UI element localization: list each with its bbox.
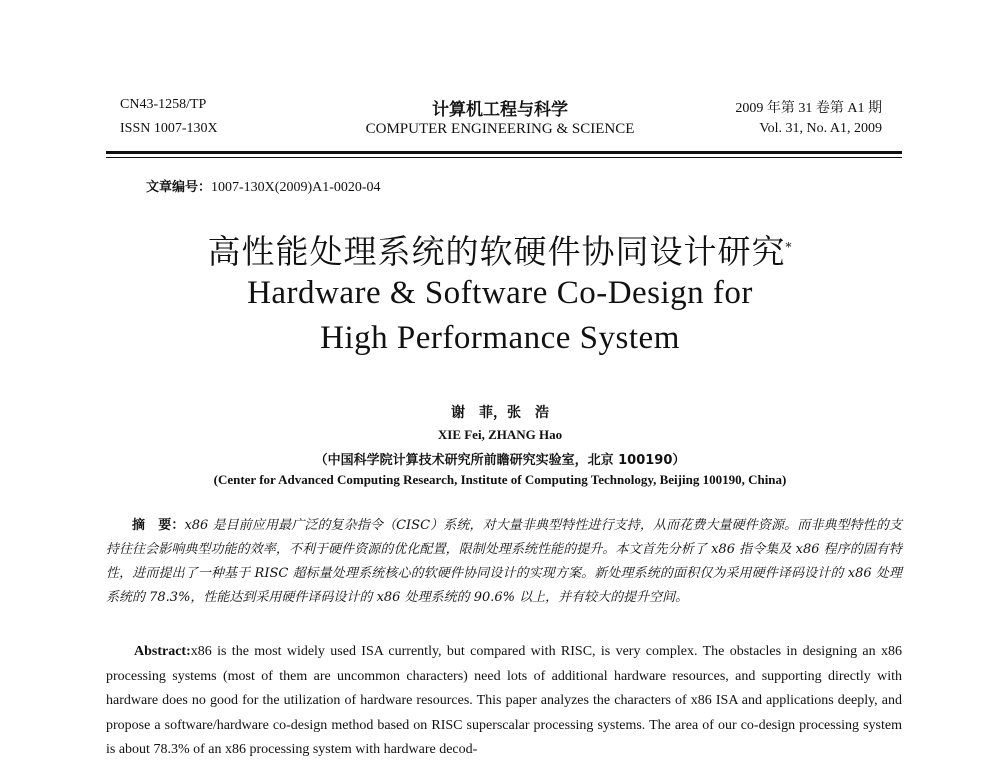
abstract-cn-label: 摘 要：: [132, 518, 185, 533]
abstract-cn: [106, 514, 902, 610]
authors-cn: 谢 菲，张 浩: [451, 405, 549, 421]
abstract-en: [106, 640, 902, 763]
authors-en: XIE Fei, ZHANG Hao: [437, 427, 563, 442]
journal-title-en: COMPUTER ENGINEERING & SCIENCE: [365, 121, 635, 137]
title-cn: [0, 226, 1000, 273]
cn-number: CN43-1258/TP: [120, 97, 207, 112]
title-cn-text: 高性能处理系统的软硬件协同设计研究: [207, 232, 786, 271]
header-rule-thin: [106, 157, 902, 158]
article-number: [146, 176, 381, 196]
article-number-label: 文章编号：: [146, 180, 212, 195]
affiliation-en: (Center for Advanced Computing Research, Institute of Computing Technology, Beijing 100190, China): [213, 472, 787, 487]
issn: ISSN 1007-130X: [120, 121, 218, 136]
abstract-en-text: x86 is the most widely used ISA currently, but compared with RISC, is very complex. The obstacles in designing an x86 processing systems (most of them are uncommon characters) need lots of additional hardware resources, and supporting directly with hardware does no good for the utilization of hardware resources. This paper analyzes the characters of x86 ISA and applications deeply, and propose a software/hardware co-design method based on RISC superscalar processing systems. The area of our co-design processing system is about 78.3% of an x86 processing system with hardware decod-: [106, 644, 902, 757]
abstract-en-label: Abstract:: [134, 644, 191, 659]
journal-title-cn: 计算机工程与科学: [432, 100, 568, 120]
title-en-line1: Hardware & Software Co-Design for: [247, 275, 753, 311]
issue-en: Vol. 31, No. A1, 2009: [759, 121, 882, 136]
affiliation-cn: （中国科学院计算技术研究所前瞻研究实验室，北京 100190）: [314, 453, 686, 468]
article-number-value: 1007-130X(2009)A1-0020-04: [211, 180, 381, 195]
title-en-line2: High Performance System: [320, 320, 680, 356]
title-footnote-mark: *: [785, 240, 793, 254]
issue-cn: 2009 年第 31 卷第 A1 期: [735, 101, 882, 116]
abstract-cn-text: x86 是目前应用最广泛的复杂指令（CISC）系统，对大量非典型特性进行支持，从而花费大量硬件资源。而非典型特性的支持往往会影响典型功能的效率，不利于硬件资源的优化配置，限制处理系统性能的提升。本文首先分析了 x86 指令集及 x86 程序的固有特性，进而提出了一种基于 RISC 超标量处理系统核心的软硬件协同设计的实现方案。新处理系统的面积仅为采用硬件译码设计的 x86 处理系统的 78.3%，性能达到采用硬件译码设计的 x86 处理系统的 90.6% 以上，并有较大的提升空间。: [106, 518, 902, 605]
header-rule-thick: [106, 151, 902, 154]
